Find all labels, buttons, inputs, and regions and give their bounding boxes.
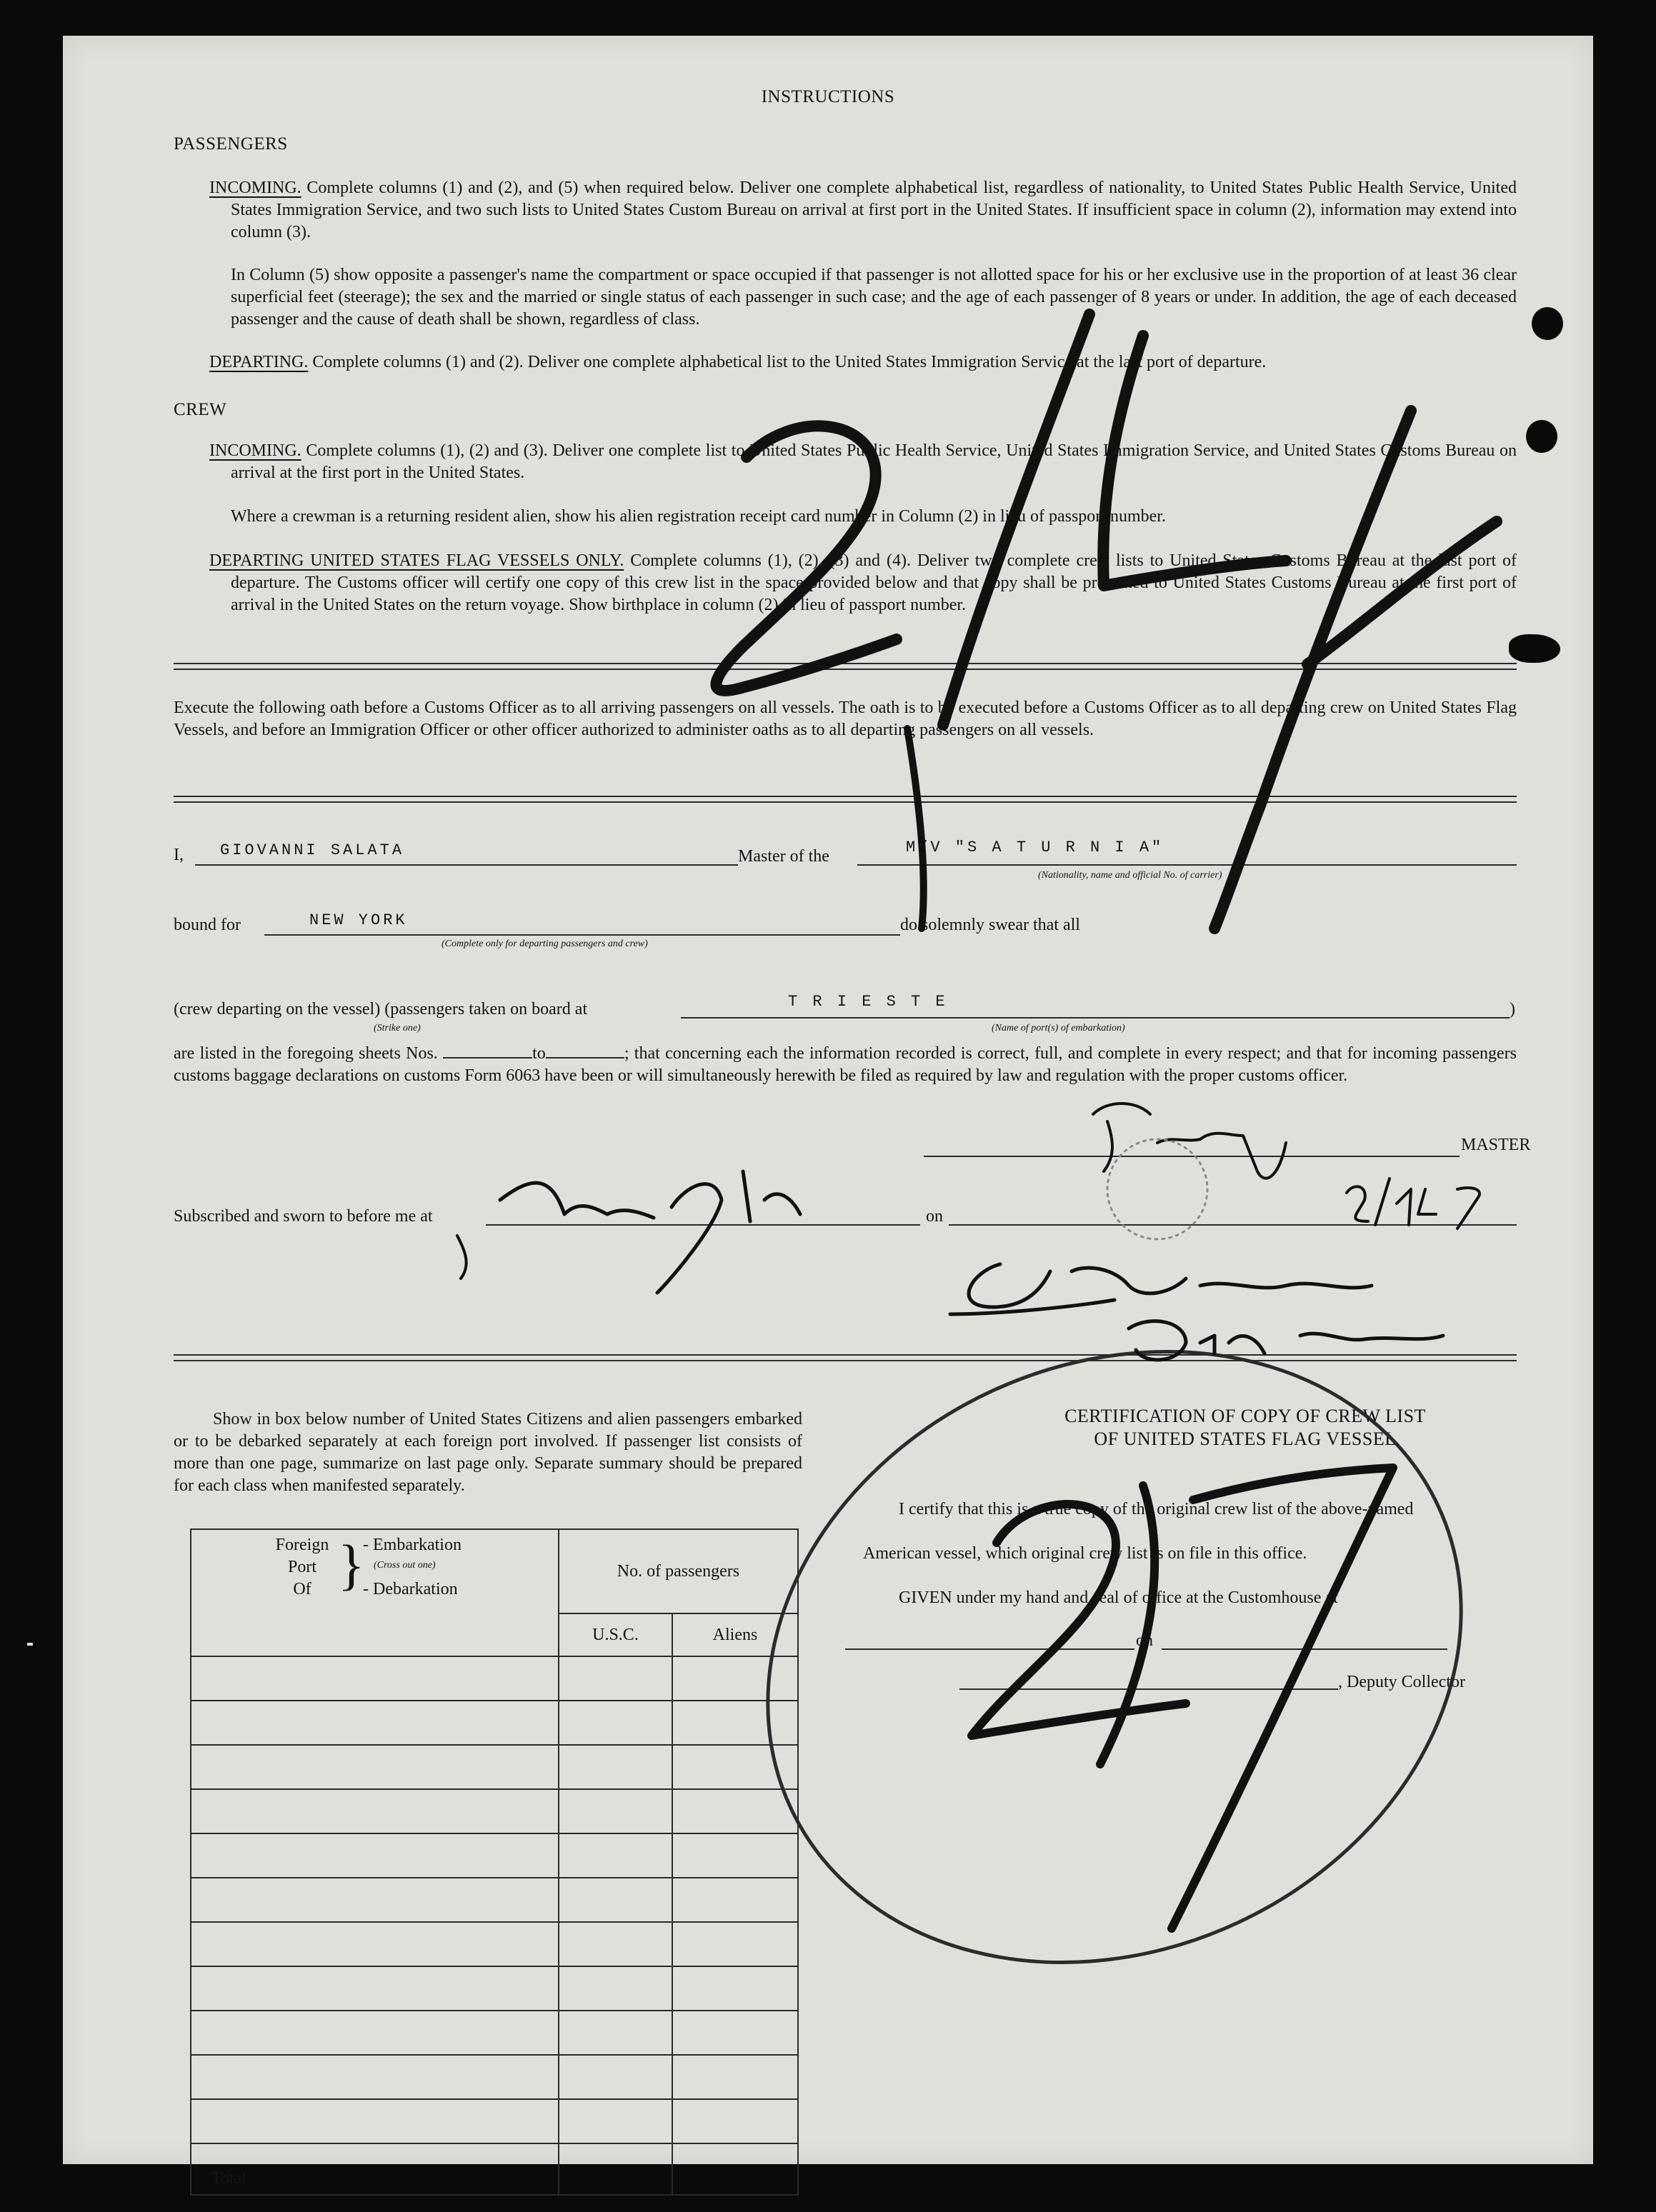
handwritten-mark-2-14 [716, 314, 1497, 929]
crew-departing-text: Complete columns (1), (2), (3) and (4). Deliver two complete crew lists to United States Customs Bureau at the last port of departure. The Customs officer will certify one copy of this crew list in the space provided below and that copy shall be presented to United States Customs Bureau at the first port of arrival in the United States on the return voyage. Show birthplace in column (2) in lieu of passport number. [231, 551, 1517, 614]
foreign-label: Foreign [275, 1536, 329, 1554]
passengers-heading: PASSENGERS [174, 134, 288, 154]
column5-paragraph: In Column (5) show opposite a passenger's name the compartment or space occupied if that passenger is not allotted space for his or her exclusive use in the proportion of at least 36 clear superficial feet (steerage); the sex and the married or single status of each passenger in such case; and the age of each passenger of 8 years or under. In addition, the age of each deceased passenger and the cause of death shall be shown, regardless of class. [231, 266, 1517, 329]
crewman-paragraph: Where a crewman is a returning resident alien, show his alien registration receipt card number in Column (2) in lieu of passport number. [231, 507, 1166, 526]
cross-out-caption: (Cross out one) [374, 1560, 436, 1571]
passengers-incoming-label: INCOMING. [209, 179, 301, 197]
passengers-departing-text: Complete columns (1) and (2). Deliver one complete alphabetical list to the United States Immigration Service at the last port of departure. [312, 353, 1267, 371]
handwritten-mark-2-7 [667, 1241, 1562, 2073]
passengers-departing-label: DEPARTING. [209, 353, 309, 371]
port-label: Port [287, 1558, 316, 1576]
port-caption: (Name of port(s) of embarkation) [992, 1023, 1125, 1034]
sworn-on-label: on [926, 1207, 943, 1226]
crew-heading: CREW [174, 400, 227, 419]
destination-caption: (Complete only for departing passengers and crew) [442, 939, 648, 949]
given-text: GIVEN under my hand and seal of office at the Customhouse at [899, 1588, 1338, 1607]
subscribed-label: Subscribed and sworn to before me at [174, 1207, 433, 1226]
master-of-label: Master of the [738, 847, 829, 866]
oath-i-label: I, [174, 846, 184, 864]
bound-for-label: bound for [174, 916, 241, 934]
cert-on-label: on [1136, 1631, 1153, 1650]
certification-title-1: CERTIFICATION OF COPY OF CREW LIST [1064, 1406, 1426, 1426]
sheets-rest: ; that concerning each the information recorded is correct, full, and complete in every respect; and that for incoming passengers customs baggage declarations on customs Form 6063 have been or will simultaneously herewith be filed as required by law and regulation with the proper customs officer. [174, 1044, 1517, 1085]
customs-stamp [1107, 1139, 1207, 1239]
instructions-title: INSTRUCTIONS [761, 87, 895, 106]
crew-departing-label: DEPARTING UNITED STATES FLAG VESSELS ONLY. [209, 551, 624, 570]
destination: NEW YORK [309, 911, 408, 929]
vessel-name: M/V "S A T U R N I A" [906, 839, 1164, 856]
master-signature [1093, 1104, 1286, 1178]
aliens-header: Aliens [672, 1613, 798, 1656]
sheets-to: to [532, 1044, 546, 1063]
summary-instructions: Show in box below number of United States Citizens and alien passengers embarked or to be debarked separately at each foreign port involved. If passenger list consists of more than one page, summarize on last page only. Separate summary should be prepared for each class when manifested separately. [174, 1410, 802, 1495]
usc-header: U.S.C. [559, 1613, 672, 1656]
crew-incoming-text: Complete columns (1), (2) and (3). Deliver one complete list to United States Public Health Service, United States Immigration Service, and United States Customs Bureau on arrival at the first port in the United States. [231, 441, 1517, 482]
embarkation-label: - Embarkation [363, 1536, 462, 1554]
passengers-incoming-text: Complete columns (1) and (2), and (5) when required below. Deliver one complete alphabetical list, regardless of nationality, to United States Public Health Service, United States Immigration Service, and two such lists to United States Custom Bureau on arrival at first port in the United States. If insufficient space in column (2), information may extend into column (3). [231, 179, 1517, 241]
certify-text-2: American vessel, which original crew list is on file in this office. [863, 1544, 1307, 1563]
closing-paren: ) [1510, 1000, 1515, 1019]
debarkation-label: - Debarkation [363, 1580, 458, 1598]
oath-instruction: Execute the following oath before a Customs Officer as to all arriving passengers on all vessels. The oath is to be executed before a Customs Officer as to all departing crew on United States Flag Vessels, and before an Immigration Officer or other officer authorized to administer oaths as to all departing passengers on all vessels. [174, 699, 1517, 739]
handwritten-date [1347, 1178, 1480, 1228]
sheets-prefix: are listed in the foregoing sheets Nos. [174, 1044, 438, 1063]
crew-incoming-label: INCOMING. [209, 441, 301, 460]
deputy-label: , Deputy Collector [1338, 1673, 1465, 1691]
master-label: MASTER [1461, 1136, 1531, 1154]
handwritten-place [457, 1171, 800, 1293]
crew-passengers-label: (crew departing on the vessel) (passengers taken on board at [174, 1000, 588, 1019]
master-name: GIOVANNI SALATA [220, 841, 405, 859]
of-label: Of [293, 1580, 311, 1598]
certify-text-1: I certify that this is a true copy of the original crew list of the above-named [899, 1500, 1414, 1518]
vessel-caption: (Nationality, name and official No. of carrier) [1038, 870, 1222, 881]
brace: } [338, 1533, 365, 1596]
certification-title-2: OF UNITED STATES FLAG VESSEL [1094, 1428, 1397, 1449]
embarkation-port: T R I E S T E [788, 993, 948, 1011]
strike-caption: (Strike one) [374, 1023, 421, 1034]
no-of-passengers-header: No. of passengers [559, 1529, 798, 1613]
swear-text: do solemnly swear that all [900, 916, 1080, 934]
officer-signature [950, 1264, 1443, 1360]
total-label: Total [191, 2143, 559, 2195]
